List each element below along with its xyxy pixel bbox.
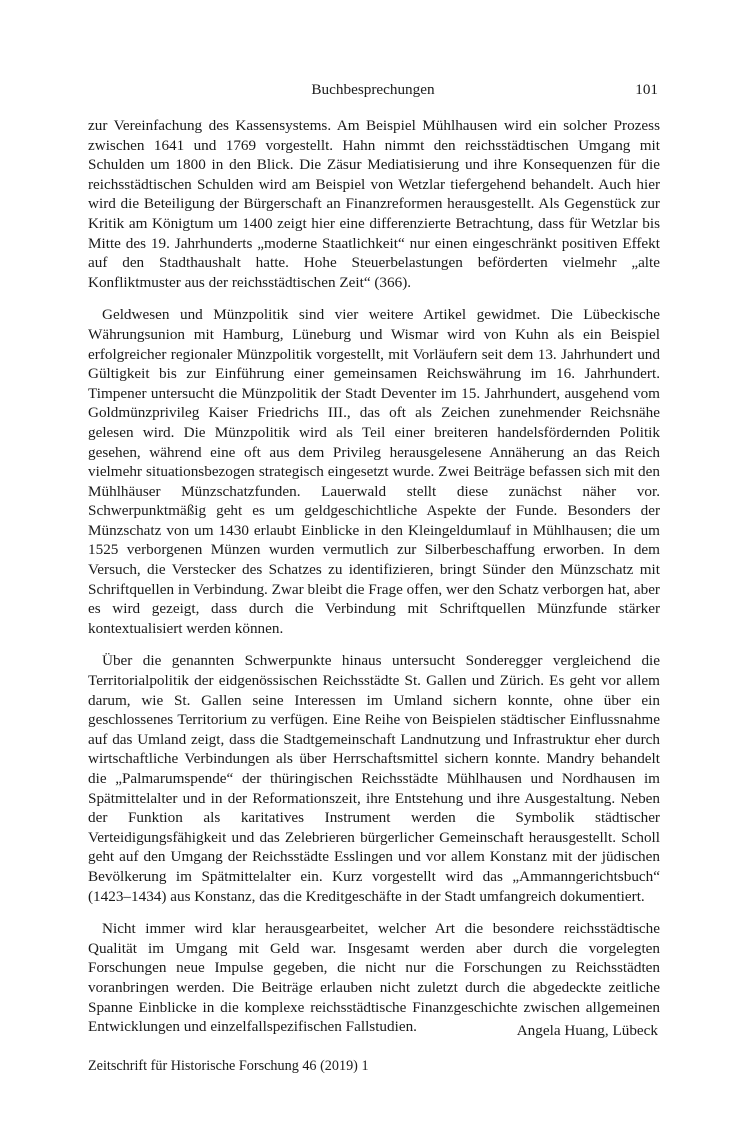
paragraph: zur Vereinfachung des Kassensystems. Am Beispiel Mühlhausen wird ein solcher Prozess zwischen 1641 und 1769 vorgestellt. Hahn nimmt den reichsstädtischen Umgang mit Schulden um 1800 in den Blick. Die Zäsur Mediatisierung und ihre Konsequenzen für die reichsstädtischen Schulden wird am Beispiel von Wetzlar tiefergehend behandelt. Auch hier wird die Beteiligung der Bürgerschaft an Finanzreformen herausgestellt. Als Gegenstück zur Kritik am Königtum um 1400 zeigt hier eine differenzierte Betrachtung, dass für Wetzlar bis Mitte des 19. Jahrhunderts „moderne Staatlichkeit“ nur einen eingeschränkt positiven Effekt auf den Stadthaushalt hatte. Hohe Steuerbelastungen beförderten vielmehr „alte Konfliktmuster aus der reichsstädtischen Zeit“ (366).	[88, 117, 660, 291]
journal-footer: Zeitschrift für Historische Forschung 46 (2019) 1	[88, 1058, 369, 1074]
paragraph: Nicht immer wird klar herausgearbeitet, welcher Art die besondere reichsstädtische Qualität im Umgang mit Geld war. Insgesamt werden aber durch die vorgelegten Forschungen neue Impulse gegeben, die nicht nur die Forschungen zu Reichsstädten voranbringen werden. Die Beiträge erlauben nicht zuletzt durch die abgedeckte zeitliche Spanne Einblicke in die komplexe reichsstädtische Finanzgeschichte zwischen allgemeinen Entwicklungen und einzelfallspezifischen Fallstudien.	[88, 920, 660, 1036]
paragraph: Über die genannten Schwerpunkte hinaus untersucht Sonderegger vergleichend die Territorialpolitik der eidgenössischen Reichsstädte St. Gallen und Zürich. Es geht vor allem darum, wie St. Gallen seine Interessen im Umland sichern konnte, ohne über ein geschlossenes Territorium zu verfügen. Eine Reihe von Beispielen städtischer Einflussnahme auf das Umland zeigt, dass die Stadtgemeinschaft Landnutzung und Infrastruktur eher durch wirtschaftliche Verbindungen als über Herrschaftsmittel sichern konnte. Mandry behandelt die „Palmarumspende“ der thüringischen Reichsstädte Mühlhausen und Nordhausen im Spätmittelalter und in der Reformationszeit, ihre Entstehung und ihre Ausgestaltung. Neben der Funktion als karitatives Instrument werden die Symbolik städtischer Verteidigungsfähigkeit und das Zelebrieren bürgerlicher Gemeinschaft herausgestellt. Scholl geht auf den Umgang der Reichsstädte Esslingen und vor allem Konstanz mit der jüdischen Bevölkerung im Spätmittelalter ein. Kurz vorgestellt wird das „Ammanngerichtsbuch“ (1423–1434) aus Konstanz, das die Kreditgeschäfte in der Stadt umfangreich dokumentiert.	[88, 652, 660, 905]
review-body	[88, 116, 660, 1050]
page-number: 101	[635, 81, 658, 98]
page-header	[88, 81, 658, 103]
reviewer-signature: Angela Huang, Lübeck	[516, 1022, 658, 1039]
paragraph: Geldwesen und Münzpolitik sind vier weitere Artikel gewidmet. Die Lübeckische Währungsunion mit Hamburg, Lüneburg und Wismar wird von Kuhn als ein Beispiel erfolgreicher regionaler Münzpolitik vorgestellt, mit Vorläufern seit dem 13. Jahrhundert und Gültigkeit bis zur Einführung einer gemeinsamen Reichswährung im 16. Jahrhundert. Timpener untersucht die Münzpolitik der Stadt Deventer im 15. Jahrhundert, ausgehend vom Goldmünzprivileg Kaiser Friedrichs III., das oft als Zeichen zunehmender Reichsnähe gelesen wird. Die Münzpolitik wird als Teil einer breiteren handelsfördernden Politik gesehen, während eine oft aus dem Privileg herausgelesene Annäherung an das Reich vielmehr situationsbezogen strategisch eingesetzt wurde. Zwei Beiträge befassen sich mit den Mühlhäuser Münzschatzfunden. Lauerwald stellt diese zunächst näher vor. Schwerpunktmäßig geht es um geldgeschichtliche Aspekte der Funde. Besonders der Münzschatz von um 1430 erlaubt Einblicke in den Kleingeldumlauf in Mühlhausen; die um 1525 verborgenen Münzen wurden vermutlich zur Silberbeschaffung erworben. In dem Versuch, die Verstecker des Schatzes zu identifizieren, bringt Sünder den Münzschatz mit Schriftquellen in Verbindung. Zwar bleibt die Frage offen, wer den Schatz verborgen hat, aber es wird gezeigt, dass durch die Verbindung mit Schriftquellen Münzfunde stärker kontextualisiert werden können.	[88, 306, 660, 637]
running-title: Buchbesprechungen	[311, 81, 435, 98]
